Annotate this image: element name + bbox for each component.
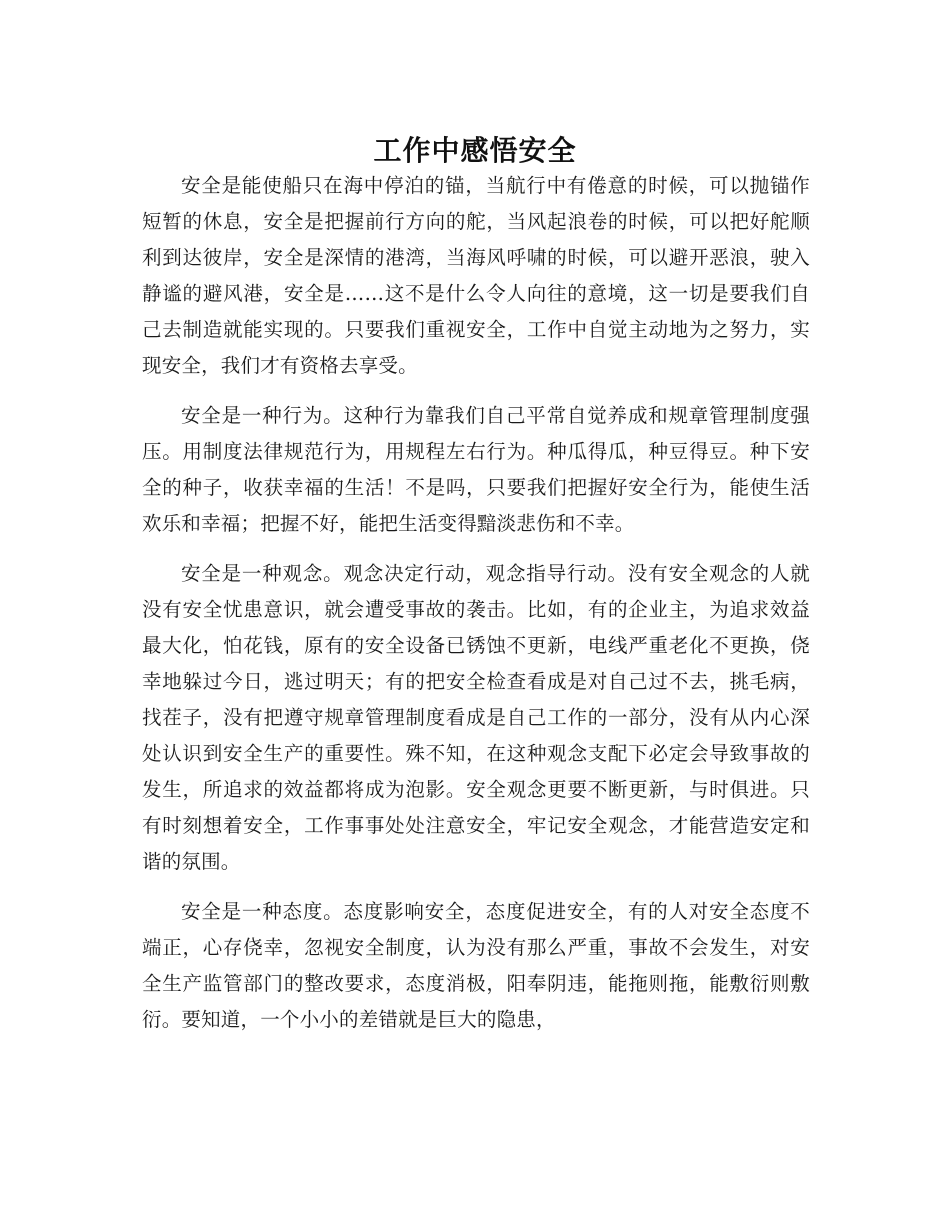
paragraph-1: 安全是能使船只在海中停泊的锚，当航行中有倦意的时候，可以抛锚作短暂的休息，安全是把握前行方向的舵，当风起浪卷的时候，可以把好舵顺利到达彼岸，安全是深情的港湾，当海风呼啸的时候，可以避开恶浪，驶入静谧的避风港，安全是……这不是什么令人向往的意境，这一切是要我们自己去制造就能实现的。只要我们重视安全，工作中自觉主动地为之努力，实现安全，我们才有资格去享受。 — [142, 174, 810, 377]
paragraph-4: 安全是一种态度。态度影响安全，态度促进安全，有的人对安全态度不端正，心存侥幸，忽视安全制度，认为没有那么严重，事故不会发生，对安全生产监管部门的整改要求，态度消极，阳奉阴违，能拖则拖，能敷衍则敷衍。要知道，一个小小的差错就是巨大的隐患， — [142, 900, 810, 1031]
document-body — [142, 168, 810, 1052]
paragraph-3: 安全是一种观念。观念决定行动，观念指导行动。没有安全观念的人就没有安全忧患意识，就会遭受事故的袭击。比如，有的企业主，为追求效益最大化，怕花钱，原有的安全设备已锈蚀不更新，电线严重老化不更换，侥幸地躲过今日，逃过明天；有的把安全检查看成是对自己过不去，挑毛病，找茬子，没有把遵守规章管理制度看成是自己工作的一部分，没有从内心深处认识到安全生产的重要性。殊不知，在这种观念支配下必定会导致事故的发生，所追求的效益都将成为泡影。安全观念更要不断更新，与时俱进。只有时刻想着安全，工作事事处处注意安全，牢记安全观念，才能营造安定和谐的氛围。 — [142, 562, 810, 873]
paragraph-2: 安全是一种行为。这种行为靠我们自己平常自觉养成和规章管理制度强压。用制度法律规范行为，用规程左右行为。种瓜得瓜，种豆得豆。种下安全的种子，收获幸福的生活！不是吗，只要我们把握好安全行为，能使生活欢乐和幸福；把握不好，能把生活变得黯淡悲伤和不幸。 — [142, 404, 810, 535]
document-title: 工作中感悟安全 — [373, 133, 577, 167]
